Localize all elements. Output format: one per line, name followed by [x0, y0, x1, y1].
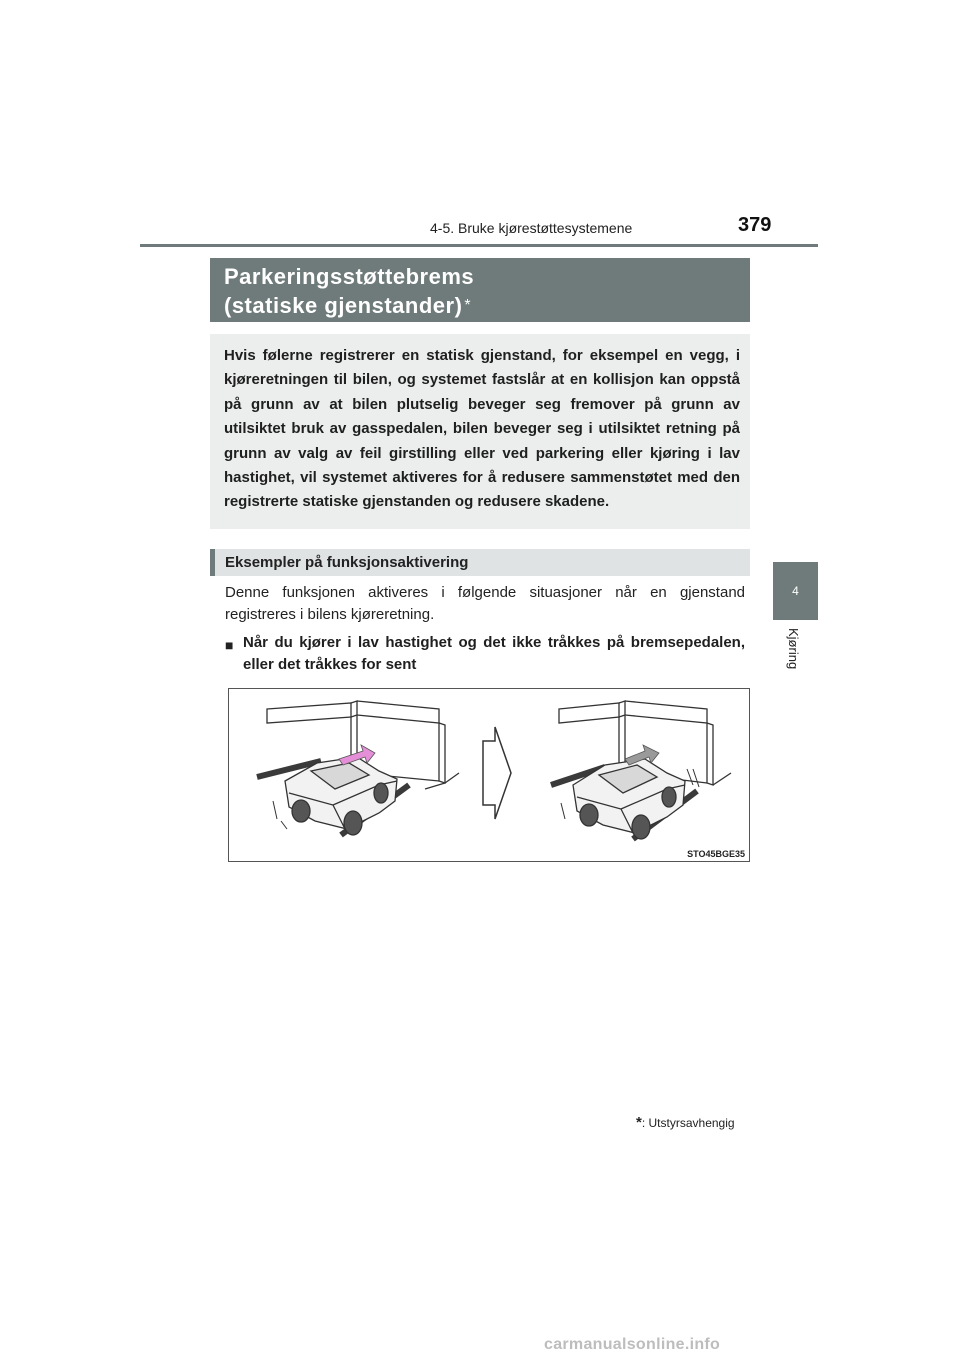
- page-number: 379: [738, 214, 772, 236]
- transition-arrow-icon: [483, 727, 511, 819]
- running-header-section: 4-5. Bruke kjørestøttesystemene: [430, 220, 633, 236]
- chapter-number: 4: [792, 584, 799, 598]
- title-line-2: [224, 291, 750, 320]
- car-right-icon: [561, 759, 699, 839]
- footnote-star: *: [636, 1114, 642, 1131]
- bullet-marker: ■: [225, 637, 234, 653]
- figure-code: STO45BGE35: [687, 849, 745, 859]
- scene-after: [551, 701, 731, 839]
- section-title-box: [210, 258, 750, 322]
- title-line-2-text: (statiske gjenstander): [224, 293, 463, 318]
- illustration-figure: [228, 688, 750, 862]
- title-line-1: Parkeringsstøttebrems: [224, 264, 475, 289]
- intro-box: [210, 334, 750, 529]
- subsection-body: Denne funksjonen aktiveres i følgende situasjoner når en gjenstand registreres i bilens kjøreretning.: [225, 584, 745, 623]
- footnote-text: : Utstyrsavhengig: [641, 1116, 735, 1130]
- chapter-tab: [773, 562, 818, 620]
- scene-before: [257, 701, 459, 835]
- header-rule: [140, 244, 818, 247]
- subsection-header: Eksempler på funksjonsaktivering: [210, 549, 750, 576]
- parking-brake-illustration: [229, 689, 749, 861]
- watermark-text: carmanualsonline.info: [544, 1336, 721, 1353]
- chapter-label: Kjøring: [786, 628, 801, 670]
- footnote: [636, 1114, 735, 1131]
- bullet-heading: Når du kjører i lav hastighet og det ikke tråkkes på bremsepedalen, eller det tråkkes for sent: [243, 634, 745, 673]
- intro-text: Hvis følerne registrerer en statisk gjenstand, for eksempel en vegg, i kjøreretningen til bilen, og systemet fastslår at en kollisjon kan oppstå på grunn av at bilen plutselig beveger seg fremover på grunn av utilsiktet bruk av gasspedalen, bilen beveger seg i utilsiktet retning på grunn av valg av feil girstilling eller ved parkering eller kjøring i lav hastighet, vil systemet aktiveres for å redusere sammenstøtet med den registrerte statiske gjenstanden og redusere skadene.: [224, 347, 740, 511]
- title-asterisk: *: [464, 297, 472, 314]
